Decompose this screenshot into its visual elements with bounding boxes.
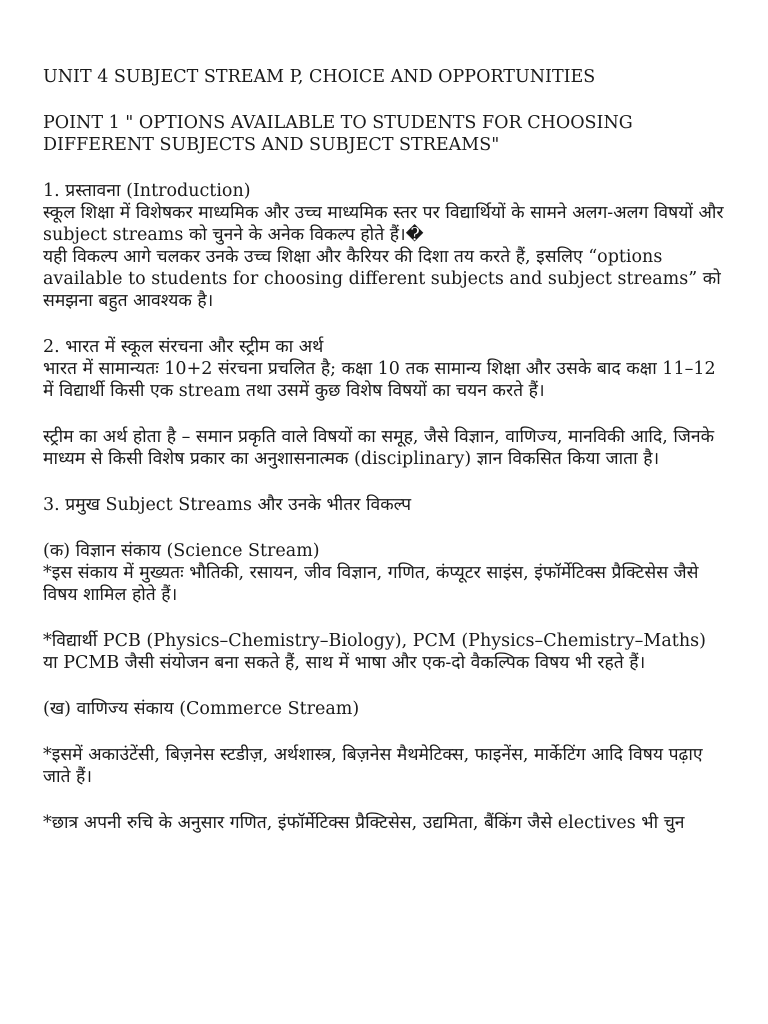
science-stream-heading: (क) विज्ञान संकाय (Science Stream): [43, 541, 320, 561]
science-paragraph-1: *इस संकाय में मुख्यतः भौतिकी, रसायन, जीव विज्ञान, गणित, कंप्यूटर साइंस, इंफॉर्मेटिक्स प्रैक्टिसेस जैसे विषय शामिल होते हैं।: [43, 563, 699, 605]
section2-heading: 2. भारत में स्कूल संरचना और स्ट्रीम का अर्थ: [43, 337, 324, 357]
spacer: [43, 788, 726, 812]
spacer: [43, 402, 726, 426]
commerce-paragraph-1: *इसमें अकाउंटेंसी, बिज़नेस स्टडीज़, अर्थशास्त्र, बिज़नेस मैथमेटिक्स, फाइनेंस, मार्केटिंग आदि विषय पढ़ाए जाते हैं।: [43, 745, 703, 787]
commerce-stream-heading: (ख) वाणिज्य संकाय (Commerce Stream): [43, 699, 360, 719]
spacer: [43, 156, 726, 180]
spacer: [43, 470, 726, 494]
spacer: [43, 720, 726, 744]
section3-heading: 3. प्रमुख Subject Streams और उनके भीतर विकल्प: [43, 495, 412, 515]
spacer: [43, 88, 726, 112]
spacer: [43, 312, 726, 336]
section2-paragraph-2: स्ट्रीम का अर्थ होता है – समान प्रकृति वाले विषयों का समूह, जैसे विज्ञान, वाणिज्य, मानविकी आदि, जिनके माध्यम से किसी विशेष प्रकार का अनुशासनात्मक (disciplinary) ज्ञान विकसित किया जाता है।: [43, 427, 715, 469]
spacer: [43, 516, 726, 540]
section1-paragraph-2: यही विकल्प आगे चलकर उनके उच्च शिक्षा और कैरियर की दिशा तय करते हैं, इसलिए “options available to students for choosing different subjects and subject streams” को समझना बहुत आवश्यक है।: [43, 247, 721, 311]
section2-paragraph-1: भारत में सामान्यतः 10+2 संरचना प्रचलित है; कक्षा 10 तक सामान्य शिक्षा और उसके बाद कक्षा 11–12 में विद्यार्थी किसी एक stream तथा उसमें कुछ विशेष विषयों का चयन करते हैं।: [43, 359, 716, 401]
section1-heading: 1. प्रस्तावना (Introduction): [43, 181, 251, 201]
spacer: [43, 606, 726, 630]
commerce-paragraph-2: *छात्र अपनी रुचि के अनुसार गणित, इंफॉर्मेटिक्स प्रैक्टिसेस, उद्यमिता, बैंकिंग जैसे electives भी चुन: [43, 813, 685, 833]
spacer: [43, 674, 726, 698]
point-title: POINT 1 " OPTIONS AVAILABLE TO STUDENTS FOR CHOOSING DIFFERENT SUBJECTS AND SUBJECT STREAMS": [43, 113, 633, 155]
section1-paragraph-1: स्कूल शिक्षा में विशेषकर माध्यमिक और उच्च माध्यमिक स्तर पर विद्यार्थियों के सामने अलग-अलग विषयों और subject streams को चुनने के अनेक विकल्प होते हैं।�: [43, 203, 724, 245]
science-paragraph-2: *विद्यार्थी PCB (Physics–Chemistry–Biology), PCM (Physics–Chemistry–Maths) या PCMB जैसी संयोजन बना सकते हैं, साथ में भाषा और एक-दो वैकल्पिक विषय भी रहते हैं।: [43, 631, 706, 673]
unit-title: UNIT 4 SUBJECT STREAM P, CHOICE AND OPPORTUNITIES: [43, 67, 596, 87]
